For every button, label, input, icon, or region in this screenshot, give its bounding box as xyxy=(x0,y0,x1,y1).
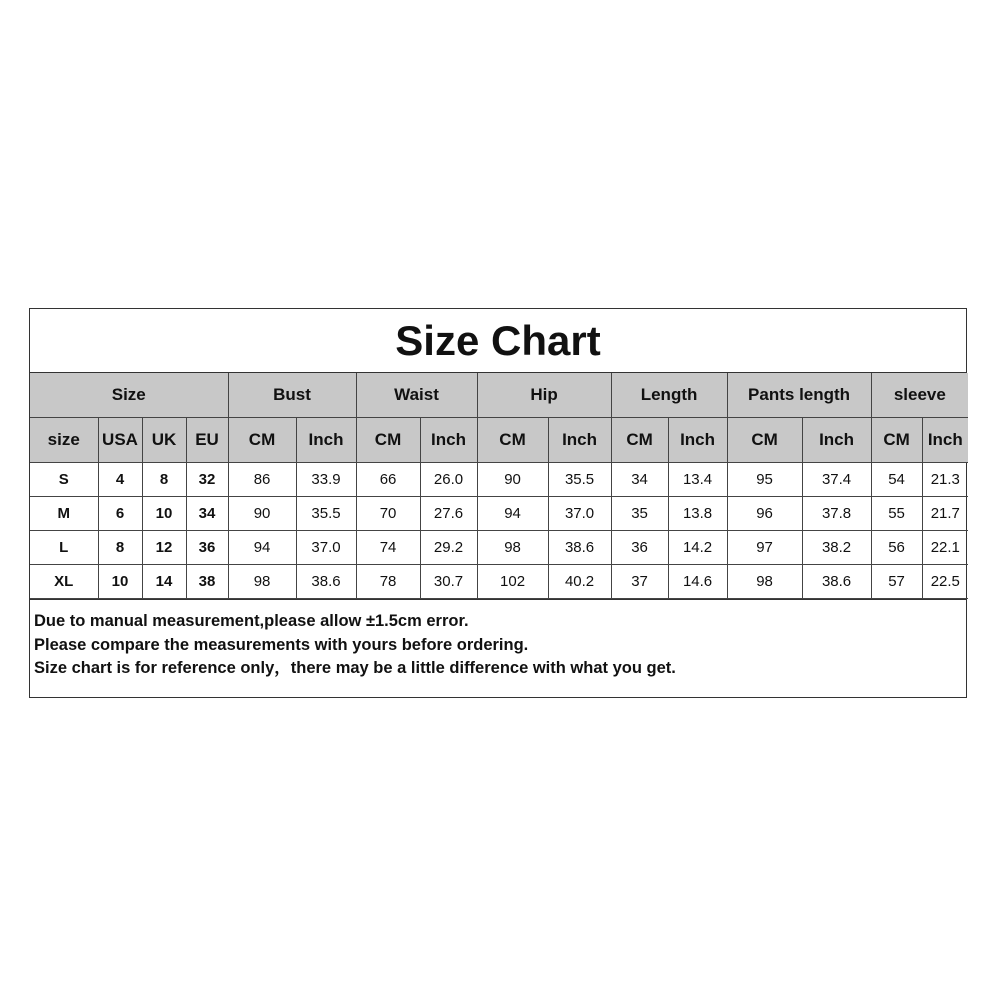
group-header: Hip xyxy=(477,373,611,418)
table-cell: 10 xyxy=(142,497,186,531)
table-cell: 14 xyxy=(142,565,186,599)
table-cell: 14.2 xyxy=(668,531,727,565)
column-header: Inch xyxy=(548,418,611,463)
table-cell: 35 xyxy=(611,497,668,531)
table-row xyxy=(30,463,968,497)
table-cell: 102 xyxy=(477,565,548,599)
table-cell: 70 xyxy=(356,497,420,531)
table-cell: 37.0 xyxy=(548,497,611,531)
table-row xyxy=(30,497,968,531)
table-cell: 35.5 xyxy=(296,497,356,531)
table-cell: 26.0 xyxy=(420,463,477,497)
table-cell: 14.6 xyxy=(668,565,727,599)
column-header: CM xyxy=(228,418,296,463)
table-cell: 96 xyxy=(727,497,802,531)
table-cell: 21.7 xyxy=(922,497,968,531)
table-cell: 33.9 xyxy=(296,463,356,497)
note-line: Due to manual measurement,please allow ±1.5cm error. xyxy=(34,612,469,630)
column-header: UK xyxy=(142,418,186,463)
table-cell: 55 xyxy=(871,497,922,531)
table-cell: 30.7 xyxy=(420,565,477,599)
table-cell: 38.6 xyxy=(802,565,871,599)
column-header: Inch xyxy=(802,418,871,463)
table-cell: XL xyxy=(30,565,98,599)
table-cell: 38.6 xyxy=(296,565,356,599)
table-cell: 22.5 xyxy=(922,565,968,599)
group-header: sleeve xyxy=(871,373,968,418)
table-cell: 86 xyxy=(228,463,296,497)
table-cell: 34 xyxy=(186,497,228,531)
table-cell: 37.0 xyxy=(296,531,356,565)
group-header-row xyxy=(30,373,968,418)
table-cell: 94 xyxy=(228,531,296,565)
table-cell: 74 xyxy=(356,531,420,565)
column-header: size xyxy=(30,418,98,463)
table-cell: 27.6 xyxy=(420,497,477,531)
table-cell: 10 xyxy=(98,565,142,599)
table-cell: 21.3 xyxy=(922,463,968,497)
notes xyxy=(30,599,966,681)
column-header: CM xyxy=(477,418,548,463)
table-cell: S xyxy=(30,463,98,497)
note-line: Please compare the measurements with yours before ordering. xyxy=(34,635,529,654)
table-cell: 57 xyxy=(871,565,922,599)
table-cell: 38.2 xyxy=(802,531,871,565)
table-cell: 36 xyxy=(186,531,228,565)
table-cell: 94 xyxy=(477,497,548,531)
column-header: Inch xyxy=(420,418,477,463)
group-header: Size xyxy=(30,373,228,418)
group-header: Bust xyxy=(228,373,356,418)
group-header: Length xyxy=(611,373,727,418)
table-cell: 66 xyxy=(356,463,420,497)
table-cell: 37.4 xyxy=(802,463,871,497)
column-header: Inch xyxy=(668,418,727,463)
table-cell: 90 xyxy=(228,497,296,531)
table-cell: 12 xyxy=(142,531,186,565)
table-cell: 56 xyxy=(871,531,922,565)
table-cell: 37.8 xyxy=(802,497,871,531)
table-row xyxy=(30,531,968,565)
column-header: CM xyxy=(356,418,420,463)
table-cell: 38.6 xyxy=(548,531,611,565)
table-cell: 38 xyxy=(186,565,228,599)
table-cell: 8 xyxy=(142,463,186,497)
table-cell: 97 xyxy=(727,531,802,565)
table-cell: 35.5 xyxy=(548,463,611,497)
column-header: USA xyxy=(98,418,142,463)
table-cell: 34 xyxy=(611,463,668,497)
table-cell: 95 xyxy=(727,463,802,497)
column-header: Inch xyxy=(922,418,968,463)
table-cell: 22.1 xyxy=(922,531,968,565)
group-header: Pants length xyxy=(727,373,871,418)
table-cell: 6 xyxy=(98,497,142,531)
table-cell: 37 xyxy=(611,565,668,599)
table-cell: 8 xyxy=(98,531,142,565)
table-cell: 98 xyxy=(228,565,296,599)
table-cell: 32 xyxy=(186,463,228,497)
table-cell: 4 xyxy=(98,463,142,497)
table-cell: 13.8 xyxy=(668,497,727,531)
sub-header-row xyxy=(30,418,968,463)
table-cell: 90 xyxy=(477,463,548,497)
table-cell: 13.4 xyxy=(668,463,727,497)
column-header: CM xyxy=(727,418,802,463)
column-header: EU xyxy=(186,418,228,463)
group-header: Waist xyxy=(356,373,477,418)
column-header: Inch xyxy=(296,418,356,463)
note-line: Size chart is for reference only，there may be a little difference with what you get. xyxy=(34,659,676,677)
column-header: CM xyxy=(611,418,668,463)
size-table xyxy=(30,373,968,599)
table-cell: 40.2 xyxy=(548,565,611,599)
table-cell: 36 xyxy=(611,531,668,565)
table-cell: 78 xyxy=(356,565,420,599)
column-header: CM xyxy=(871,418,922,463)
table-cell: 98 xyxy=(727,565,802,599)
chart-title: Size Chart xyxy=(30,309,966,373)
table-cell: 98 xyxy=(477,531,548,565)
table-cell: L xyxy=(30,531,98,565)
table-cell: M xyxy=(30,497,98,531)
size-chart xyxy=(29,308,967,698)
table-cell: 54 xyxy=(871,463,922,497)
table-cell: 29.2 xyxy=(420,531,477,565)
table-row xyxy=(30,565,968,599)
